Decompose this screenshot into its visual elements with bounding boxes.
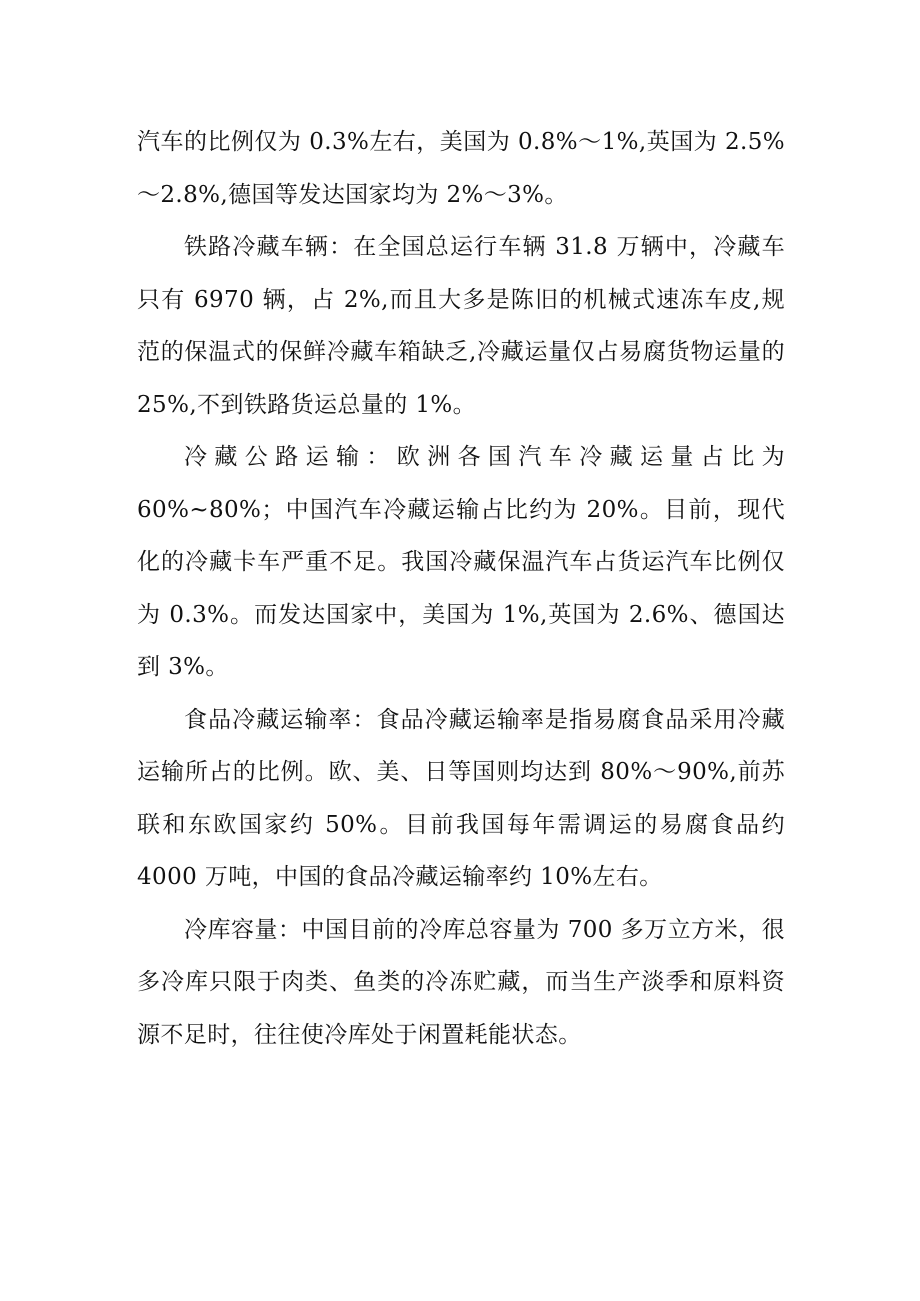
paragraph-refrigerated-road-transport: 冷藏公路运输：欧洲各国汽车冷藏运量占比为 60%~80%；中国汽车冷藏运输占比约为 20%。目前，现代化的冷藏卡车严重不足。我国冷藏保温汽车占货运汽车比例仅为 0.3%。而发达国家中，美国为 1%,英国为 2.6%、德国达到 3%。 — [137, 444, 785, 680]
document-body — [137, 116, 785, 1061]
paragraph-car-ratio-continued: 汽车的比例仅为 0.3%左右，美国为 0.8%～1%,英国为 2.5%～2.8%,德国等发达国家均为 2%～3%。 — [137, 129, 785, 208]
paragraph-railway-refrigerated-vehicles: 铁路冷藏车辆：在全国总运行车辆 31.8 万辆中，冷藏车只有 6970 辆，占 2%,而且大多是陈旧的机械式速冻车皮,规范的保温式的保鲜冷藏车箱缺乏,冷藏运量仅占易腐货物运量的 25%,不到铁路货运总量的 1%。 — [137, 234, 785, 418]
paragraph-food-cold-chain-rate: 食品冷藏运输率：食品冷藏运输率是指易腐食品采用冷藏运输所占的比例。欧、美、日等国则均达到 80%～90%,前苏联和东欧国家约 50%。目前我国每年需调运的易腐食品约 4000 万吨，中国的食品冷藏运输率约 10%左右。 — [137, 706, 785, 890]
paragraph-cold-storage-capacity: 冷库容量：中国目前的冷库总容量为 700 多万立方米，很多冷库只限于肉类、鱼类的冷冻贮藏，而当生产淡季和原料资源不足时，往往使冷库处于闲置耗能状态。 — [137, 916, 785, 1048]
